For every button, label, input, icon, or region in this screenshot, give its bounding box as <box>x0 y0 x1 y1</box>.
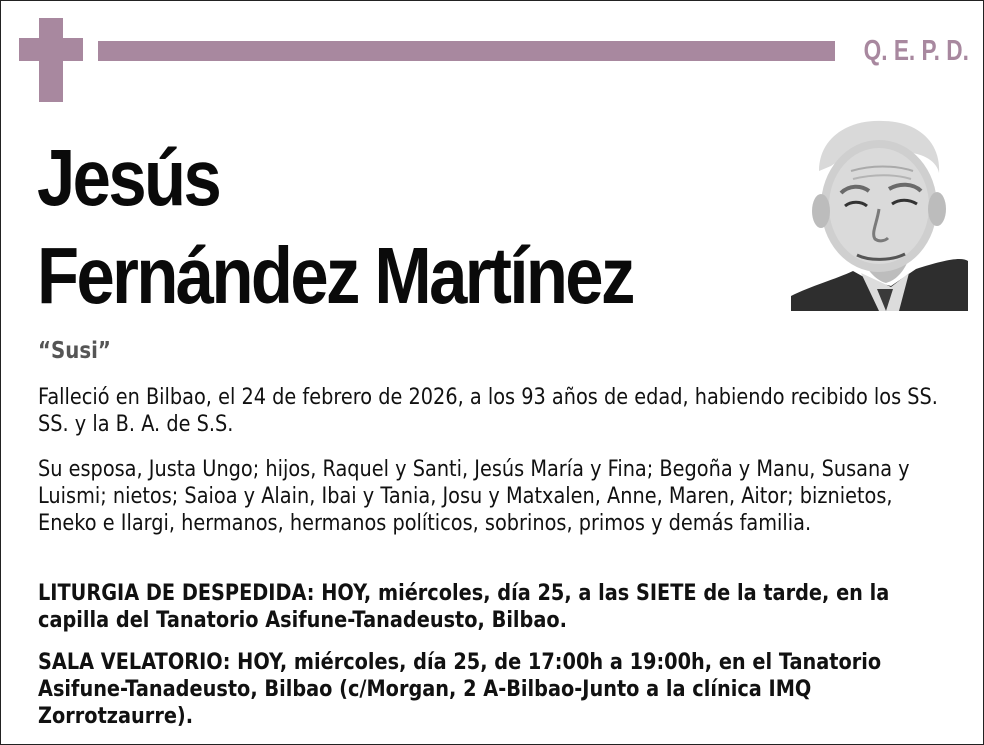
liturgy-text: LITURGIA DE DESPEDIDA: HOY, miércoles, día 25, a las SIETE de la tarde, en la capilla del Tanatorio Asifune-Tanadeusto, Bilbao. <box>38 580 890 633</box>
death-notice-text: Falleció en Bilbao, el 24 de febrero de 2026, a los 93 años de edad, habiendo recibido los SS. SS. y la B. A. de S.S. <box>38 384 938 437</box>
cross-horizontal-bar <box>19 38 83 61</box>
nickname: “Susi” <box>38 338 111 364</box>
portrait-photo <box>791 111 968 311</box>
surnames: Fernández Martínez <box>37 231 633 320</box>
qepd-label: Q. E. P. D. <box>863 35 969 67</box>
wake-text: SALA VELATORIO: HOY, miércoles, día 25, de 17:00h a 19:00h, en el Tanatorio Asifune-Tanadeusto, Bilbao (c/Morgan, 2 A-Bilbao-Junto a la clínica IMQ Zorrotzaurre). <box>38 649 882 729</box>
header-rule <box>98 41 835 61</box>
deceased-name <box>37 129 633 325</box>
first-name: Jesús <box>37 133 220 222</box>
family-text: Su esposa, Justa Ungo; hijos, Raquel y Santi, Jesús María y Fina; Begoña y Manu, Susana y Luismi; nietos; Saioa y Alain, Ibai y Tania, Josu y Matxalen, Anne, Maren, Aitor; biznietos, Eneko e Ilargi, hermanos, hermanos políticos, sobrinos, primos y demás familia. <box>38 456 910 536</box>
